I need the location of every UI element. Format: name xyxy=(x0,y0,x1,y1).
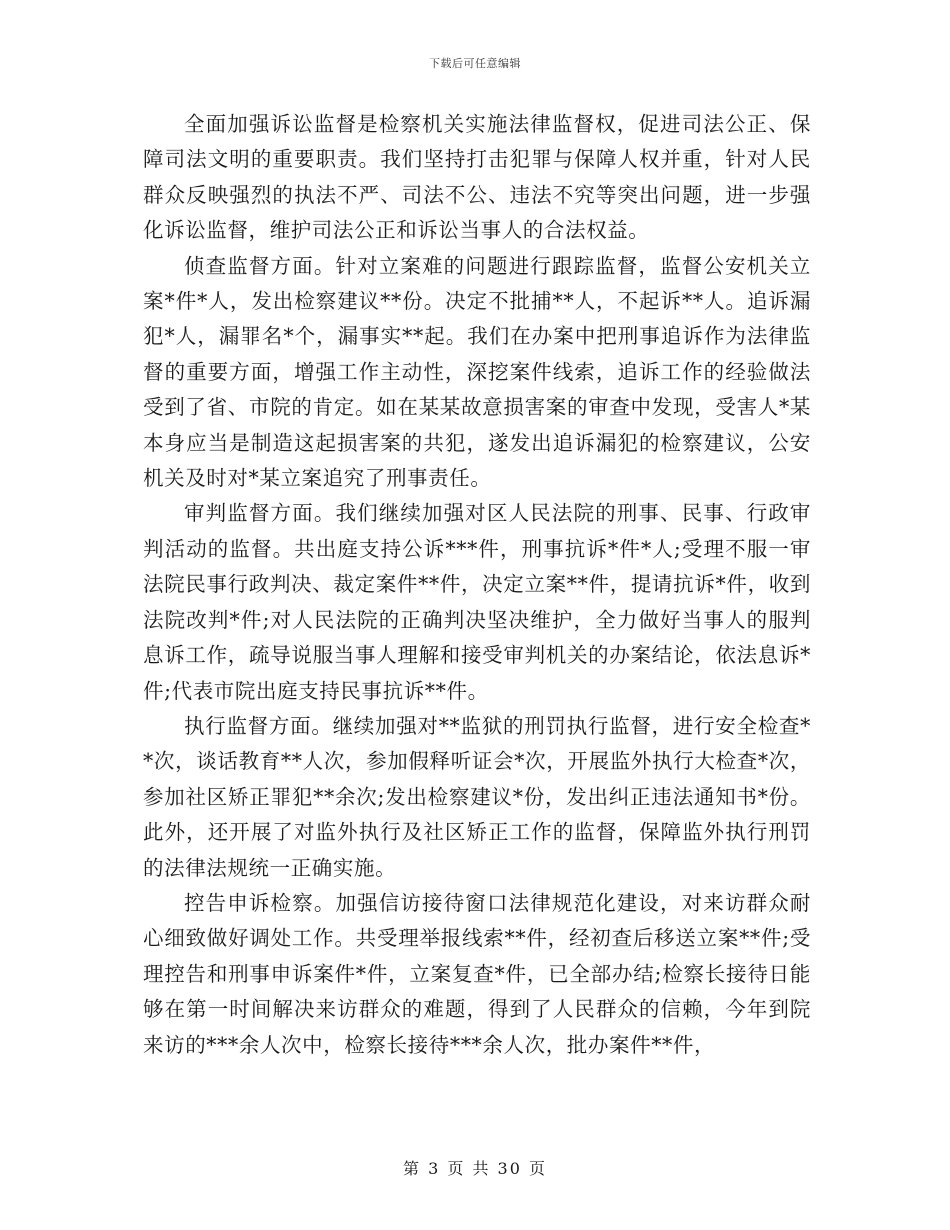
paragraph-trial-supervision: 审判监督方面。我们继续加强对区人民法院的刑事、民事、行政审判活动的监督。共出庭支持公诉***件，刑事抗诉*件*人;受理不服一审法院民事行政判决、裁定案件**件，决定立案**件，提请抗诉*件，收到法院改判*件;对人民法院的正确判决坚决维护，全力做好当事人的服判息诉工作，疏导说服当事人理解和接受审判机关的办案结论，依法息诉*件;代表市院出庭支持民事抗诉**件。 xyxy=(143,501,811,703)
paragraph-litigation-supervision: 全面加强诉讼监督是检察机关实施法律监督权，促进司法公正、保障司法文明的重要职责。我们坚持打击犯罪与保障人权并重，针对人民群众反映强烈的执法不严、司法不公、违法不究等突出问题，进一步强化诉讼监督，维护司法公正和诉讼当事人的合法权益。 xyxy=(143,112,811,243)
page-header: 下载后可任意编辑 xyxy=(429,57,521,70)
paragraph-complaint-appeal: 控告申诉检察。加强信访接待窗口法律规范化建设，对来访群众耐心细致做好调处工作。共受理举报线索**件，经初查后移送立案**件;受理控告和刑事申诉案件*件，立案复查*件，已全部办结;检察长接待日能够在第一时间解决来访群众的难题，得到了人民群众的信赖，今年到院来访的***余人次中，检察长接待***余人次，批办案件**件， xyxy=(143,890,811,1057)
paragraph-execution-supervision: 执行监督方面。继续加强对**监狱的刑罚执行监督，进行安全检查**次，谈话教育**人次，参加假释听证会*次，开展监外执行大检查*次，参加社区矫正罪犯**余次;发出检察建议*份，发出纠正违法通知书*份。此外，还开展了对监外执行及社区矫正工作的监督，保障监外执行刑罚的法律法规统一正确实施。 xyxy=(143,713,811,880)
document-body xyxy=(143,107,811,1063)
page-number-footer: 第 3 页 共 30 页 xyxy=(403,1159,547,1178)
paragraph-investigation-supervision: 侦查监督方面。针对立案难的问题进行跟踪监督，监督公安机关立案*件*人，发出检察建议**份。决定不批捕**人，不起诉**人。追诉漏犯*人，漏罪名*个，漏事实**起。我们在办案中把刑事追诉作为法律监督的重要方面，增强工作主动性，深挖案件线索，追诉工作的经验做法受到了省、市院的肯定。如在某某故意损害案的审查中发现，受害人*某本身应当是制造这起损害案的共犯，遂发出追诉漏犯的检察建议，公安机关及时对*某立案追究了刑事责任。 xyxy=(143,253,811,491)
